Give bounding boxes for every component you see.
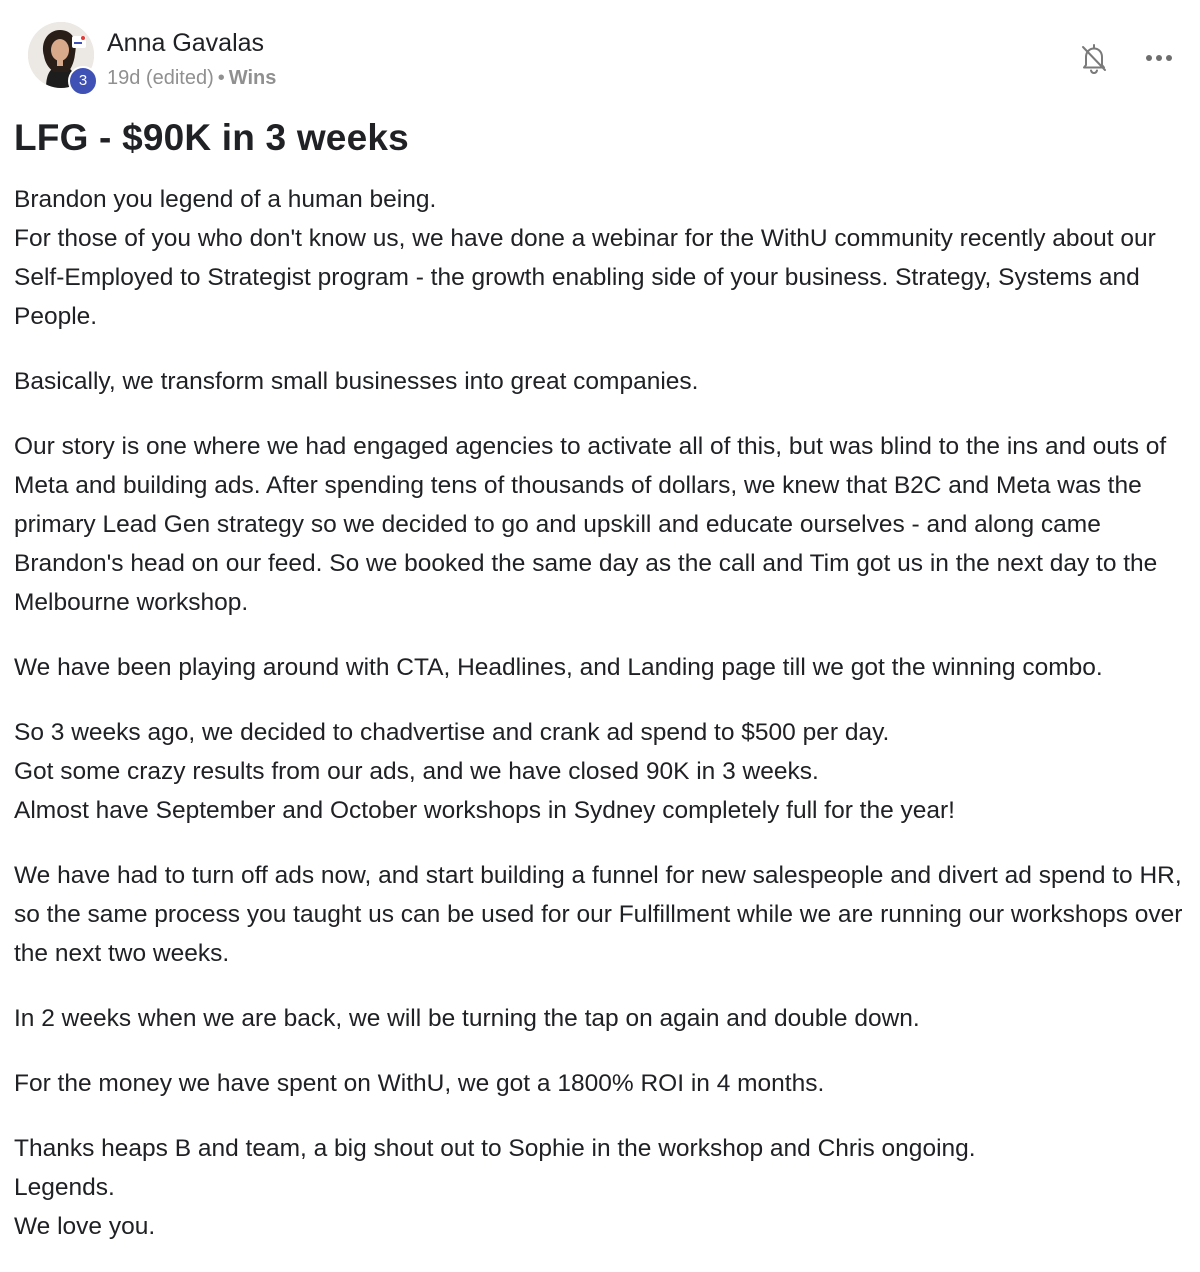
post-line: Basically, we transform small businesses into great companies. <box>14 368 699 395</box>
bell-off-icon <box>1076 40 1112 76</box>
post-paragraph <box>14 648 1186 687</box>
post-line: Our story is one where we had engaged agencies to activate all of this, but was blind to the ins and outs of Meta and building ads. After spending tens of thousands of dollars, we knew that B2C and Meta was the primary Lead Gen strategy so we decided to go and upskill and educate ourselves - and along came Brandon's head on our feed. So we booked the same day as the call and Tim got us in the next day to the Melbourne workshop. <box>14 433 1167 616</box>
level-badge: 3 <box>68 66 98 96</box>
post-paragraph <box>14 999 1186 1038</box>
post-paragraph <box>14 713 1186 830</box>
notifications-toggle-button[interactable] <box>1076 40 1112 76</box>
post-line: So 3 weeks ago, we decided to chadvertise and crank ad spend to $500 per day. <box>14 719 890 746</box>
post-title: LFG - $90K in 3 weeks <box>14 117 409 158</box>
more-horizontal-icon <box>1141 44 1177 72</box>
post-category[interactable]: Wins <box>228 67 277 89</box>
post-meta <box>107 65 276 91</box>
post-paragraph <box>14 1064 1186 1103</box>
post-paragraph <box>14 856 1186 973</box>
post-line: Brandon you legend of a human being. <box>14 186 437 213</box>
post-line: For the money we have spent on WithU, we got a 1800% ROI in 4 months. <box>14 1070 825 1097</box>
post-header <box>14 0 1186 108</box>
post-line: For those of you who don't know us, we have done a webinar for the WithU community recently about our Self-Employed to Strategist program - the growth enabling side of your business. Strategy, Systems and People. <box>14 225 1156 330</box>
author-name[interactable]: Anna Gavalas <box>107 29 265 57</box>
post-line: Got some crazy results from our ads, and we have closed 90K in 3 weeks. <box>14 758 819 785</box>
post-body <box>14 180 1186 1272</box>
post-line: We love you. <box>14 1213 156 1240</box>
more-options-button[interactable] <box>1141 44 1177 72</box>
post-line: Legends. <box>14 1174 115 1201</box>
post-paragraph <box>14 180 1186 336</box>
post-line: Almost have September and October workshops in Sydney completely full for the year! <box>14 797 955 824</box>
post-line: In 2 weeks when we are back, we will be turning the tap on again and double down. <box>14 1005 920 1032</box>
post-line: We have had to turn off ads now, and start building a funnel for new salespeople and divert ad spend to HR, so the same process you taught us can be used for our Fulfillment while we are running our workshops over the next two weeks. <box>14 862 1183 967</box>
author-avatar[interactable] <box>28 22 94 88</box>
post-line: Thanks heaps B and team, a big shout out to Sophie in the workshop and Chris ongoing. <box>14 1135 976 1162</box>
post-timestamp[interactable]: 19d (edited) <box>107 67 214 89</box>
post-paragraph <box>14 362 1186 401</box>
post-line: We have been playing around with CTA, Headlines, and Landing page till we got the winning combo. <box>14 654 1103 681</box>
meta-separator: • <box>217 67 225 89</box>
post-paragraph <box>14 427 1186 622</box>
post-paragraph <box>14 1129 1186 1246</box>
